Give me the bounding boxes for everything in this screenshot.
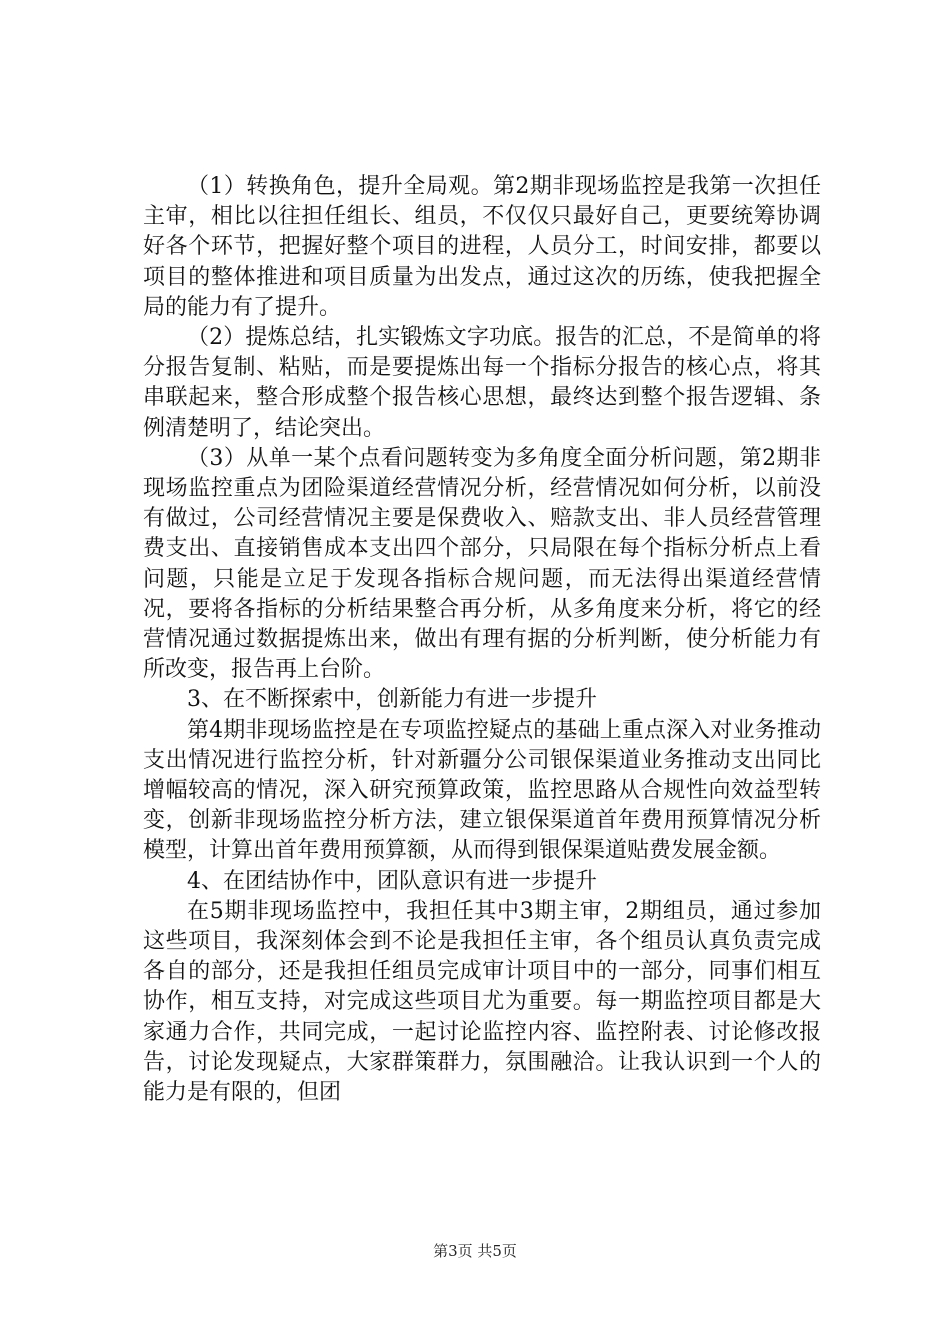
paragraph-1: （1）转换角色，提升全局观。第2期非现场监控是我第一次担任主审，相比以往担任组长、组员，不仅仅只最好自己，更要统筹协调好各个环节，把握好整个项目的进程，人员分工，时间安排，都要以项目的整体推进和项目质量为出发点，通过这次的历练，使我把握全局的能力有了提升。 xyxy=(143,174,821,320)
document-body xyxy=(143,172,821,1108)
paragraph-2: （2）提炼总结，扎实锻炼文字功底。报告的汇总，不是简单的将分报告复制、粘贴，而是要提炼出每一个指标分报告的核心点，将其串联起来，整合形成整个报告核心思想，最终达到整个报告逻辑、条例清楚明了，结论突出。 xyxy=(143,325,821,441)
paragraph-5: 在5期非现场监控中，我担任其中3期主审，2期组员，通过参加这些项目，我深刻体会到不论是我担任主审，各个组员认真负责完成各自的部分，还是我担任组员完成审计项目中的一部分，同事们相互协作，相互支持，对完成这些项目尤为重要。每一期监控项目都是大家通力合作，共同完成，一起讨论监控内容、监控附表、讨论修改报告，讨论发现疑点，大家群策群力，氛围融洽。让我认识到一个人的能力是有限的，但团 xyxy=(143,898,821,1106)
section-heading-4: 4、在团结协作中，团队意识有进一步提升 xyxy=(187,868,597,894)
paragraph-4: 第4期非现场监控是在专项监控疑点的基础上重点深入对业务推动支出情况进行监控分析，针对新疆分公司银保渠道业务推动支出同比增幅较高的情况，深入研究预算政策，监控思路从合规性向效益型转变，创新非现场监控分析方法，建立银保渠道首年费用预算情况分析模型，计算出首年费用预算额，从而得到银保渠道贴费发展金额。 xyxy=(143,717,821,864)
page-number-footer: 第3页 共5页 xyxy=(433,1242,517,1260)
paragraph-3: （3）从单一某个点看问题转变为多角度全面分析问题，第2期非现场监控重点为团险渠道经营情况分析，经营情况如何分析，以前没有做过，公司经营情况主要是保费收入、赔款支出、非人员经营管理费支出、直接销售成本支出四个部分，只局限在每个指标分析点上看问题，只能是立足于发现各指标合规问题，而无法得出渠道经营情况，要将各指标的分析结果整合再分析，从多角度来分析，将它的经营情况通过数据提炼出来，做出有理有据的分析判断，使分析能力有所改变，报告再上台阶。 xyxy=(143,445,821,683)
section-heading-3: 3、在不断探索中，创新能力有进一步提升 xyxy=(187,687,597,713)
